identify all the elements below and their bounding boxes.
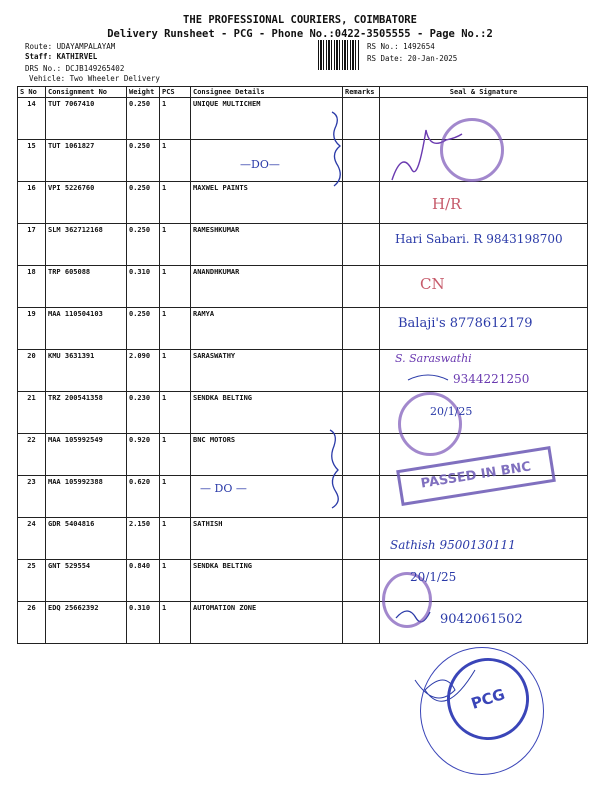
cell-consignment: TUT 7067410 — [46, 98, 127, 140]
cell-sno: 22 — [18, 434, 46, 476]
bracket-rows-22-23 — [330, 430, 338, 508]
cell-weight: 0.250 — [127, 98, 160, 140]
signature-mark-row20 — [408, 375, 448, 380]
col-pcs: PCS — [160, 87, 191, 98]
cell-consignment: MAA 110504103 — [46, 308, 127, 350]
cell-pcs: 1 — [160, 182, 191, 224]
staff-label: Staff: — [25, 52, 53, 61]
cell-consignment: TUT 1061827 — [46, 140, 127, 182]
date-row25: 20/1/25 — [410, 570, 457, 584]
cell-pcs: 1 — [160, 98, 191, 140]
cell-consignment: KMU 3631391 — [46, 350, 127, 392]
drs-value: DCJB149265402 — [65, 64, 125, 73]
cell-sno: 26 — [18, 602, 46, 644]
cell-weight: 0.250 — [127, 140, 160, 182]
col-remarks: Remarks — [343, 87, 380, 98]
cell-pcs: 1 — [160, 434, 191, 476]
cell-weight: 0.250 — [127, 308, 160, 350]
passed-in-bnc-stamp: PASSED IN BNC — [396, 446, 556, 506]
cell-pcs: 1 — [160, 518, 191, 560]
cell-pcs: 1 — [160, 602, 191, 644]
cell-consignment: TRZ 200541358 — [46, 392, 127, 434]
cell-consignee: SATHISH — [191, 518, 343, 560]
ditto-row15: —DO— — [240, 158, 280, 171]
cell-weight: 2.090 — [127, 350, 160, 392]
bracket-rows-14-16 — [332, 112, 340, 186]
signature-row17: Hari Sabari. R 9843198700 — [395, 232, 563, 246]
route-value: UDAYAMPALAYAM — [56, 42, 116, 51]
cell-sno: 19 — [18, 308, 46, 350]
cell-consignee: ANANDHKUMAR — [191, 266, 343, 308]
cell-sno: 14 — [18, 98, 46, 140]
drs-label: DRS No.: — [25, 64, 62, 73]
cell-weight: 0.620 — [127, 476, 160, 518]
cell-pcs: 1 — [160, 476, 191, 518]
cell-sno: 18 — [18, 266, 46, 308]
signature-row24: Sathish 9500130111 — [390, 538, 516, 552]
cell-pcs: 1 — [160, 560, 191, 602]
signature-row20-name: S. Saraswathi — [395, 352, 472, 365]
round-stamp-row14 — [440, 118, 504, 182]
rs-date-label: RS Date: — [367, 54, 404, 63]
cell-pcs: 1 — [160, 266, 191, 308]
vehicle-label: Vehicle: — [29, 74, 66, 83]
cell-consignment: MAA 105992388 — [46, 476, 127, 518]
cell-pcs: 1 — [160, 224, 191, 266]
cell-consignment: TRP 605088 — [46, 266, 127, 308]
runsheet-subtitle: Delivery Runsheet - PCG - Phone No.:0422-3505555 - Page No.:2 — [107, 28, 493, 40]
cell-consignment: EDQ 25662392 — [46, 602, 127, 644]
route-label: Route: — [25, 42, 53, 51]
cell-pcs: 1 — [160, 350, 191, 392]
col-seal: Seal & Signature — [380, 87, 588, 98]
cell-sno: 24 — [18, 518, 46, 560]
ditto-row23: — DO — — [200, 482, 247, 495]
cell-consignee: RAMESHKUMAR — [191, 224, 343, 266]
cell-weight: 0.250 — [127, 224, 160, 266]
cell-consignee: AUTOMATION ZONE — [191, 602, 343, 644]
cell-consignment: GDR 5404816 — [46, 518, 127, 560]
date-row21: 20/1/25 — [430, 405, 473, 418]
cell-consignee: SENDKA BELTING — [191, 392, 343, 434]
cell-sno: 25 — [18, 560, 46, 602]
signature-row19: Balaji's 8778612179 — [398, 316, 533, 331]
col-consignment: Consignment No — [46, 87, 127, 98]
cell-sno: 16 — [18, 182, 46, 224]
cell-pcs: 1 — [160, 392, 191, 434]
round-stamp-row21 — [398, 392, 462, 456]
cell-consignee: MAXWEL PAINTS — [191, 182, 343, 224]
cell-consignee: SARASWATHY — [191, 350, 343, 392]
cell-consignee: UNIQUE MULTICHEM — [191, 98, 343, 140]
rs-date-value: 20-Jan-2025 — [407, 54, 458, 63]
cell-consignee: RAMYA — [191, 308, 343, 350]
cell-weight: 0.310 — [127, 602, 160, 644]
cn-note: CN — [420, 275, 445, 293]
cell-pcs: 1 — [160, 140, 191, 182]
signature-row20-phone: 9344221250 — [453, 372, 530, 386]
col-sno: S No — [18, 87, 46, 98]
cell-weight: 0.250 — [127, 182, 160, 224]
cell-sno: 15 — [18, 140, 46, 182]
cell-weight: 0.310 — [127, 266, 160, 308]
rs-no-value: 1492654 — [403, 42, 435, 51]
cell-consignment: GNT 529554 — [46, 560, 127, 602]
cell-weight: 0.840 — [127, 560, 160, 602]
pcg-stamp: PCG — [436, 647, 539, 750]
staff-value: KATHIRVEL — [56, 52, 98, 61]
cell-weight: 0.230 — [127, 392, 160, 434]
hr-note: H/R — [432, 195, 462, 213]
cell-pcs: 1 — [160, 308, 191, 350]
vehicle-value: Two Wheeler Delivery — [69, 74, 160, 83]
cell-sno: 20 — [18, 350, 46, 392]
company-title: THE PROFESSIONAL COURIERS, COIMBATORE — [183, 14, 417, 26]
cell-sno: 21 — [18, 392, 46, 434]
cell-sno: 23 — [18, 476, 46, 518]
col-weight: Weight — [127, 87, 160, 98]
cell-consignee: BNC MOTORS — [191, 434, 343, 476]
rs-no-label: RS No.: — [367, 42, 399, 51]
cell-consignee: SENDKA BELTING — [191, 560, 343, 602]
col-consignee: Consignee Details — [191, 87, 343, 98]
cell-consignment: VPI 5226760 — [46, 182, 127, 224]
cell-consignment: MAA 105992549 — [46, 434, 127, 476]
cell-weight: 0.920 — [127, 434, 160, 476]
cell-sno: 17 — [18, 224, 46, 266]
cell-weight: 2.150 — [127, 518, 160, 560]
signature-row26: 9042061502 — [440, 612, 523, 627]
cell-consignment: SLM 362712168 — [46, 224, 127, 266]
